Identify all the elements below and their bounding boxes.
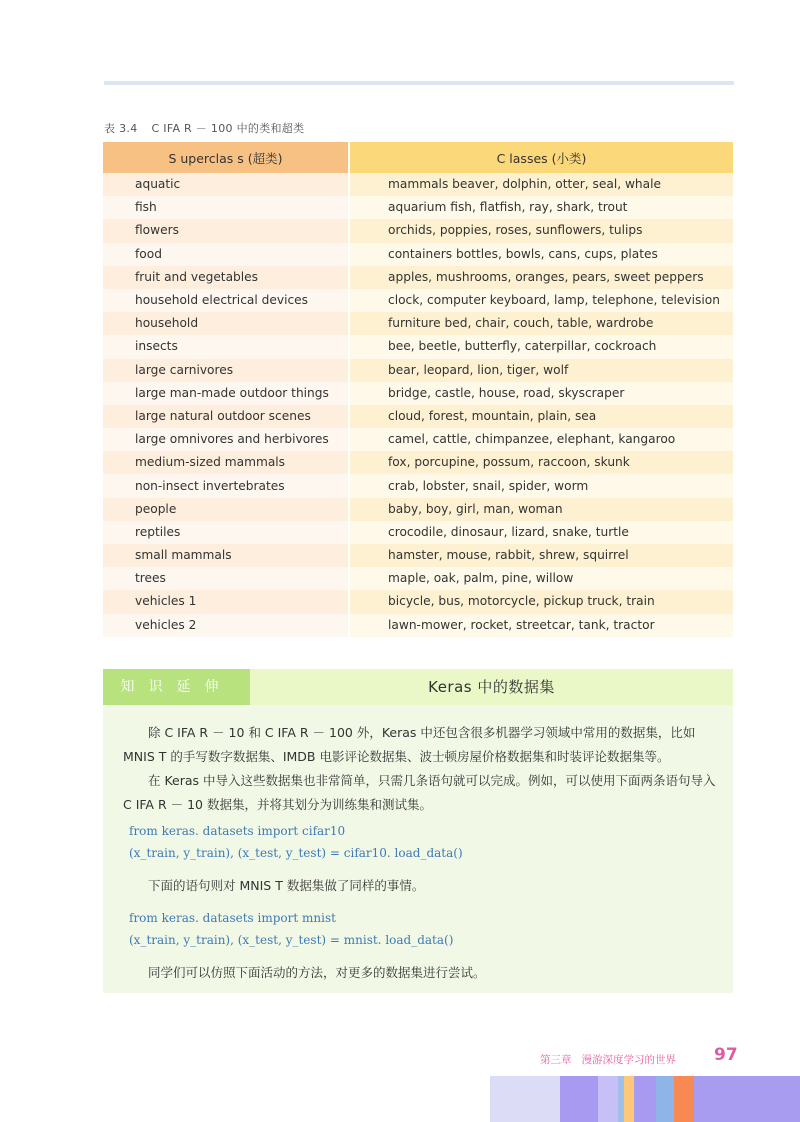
classes-cell: furniture bed, chair, couch, table, wardrobe — [349, 312, 733, 335]
superclass-cell: vehicles 2 — [103, 614, 349, 637]
classes-cell: camel, cattle, chimpanzee, elephant, kangaroo — [349, 428, 733, 451]
table-row — [103, 382, 733, 405]
table-row — [103, 590, 733, 613]
table-row — [103, 614, 733, 637]
superclass-cell: fish — [103, 196, 349, 219]
extension-header — [103, 669, 733, 705]
extension-title: Keras 中的数据集 — [428, 678, 555, 696]
table-row — [103, 312, 733, 335]
table-row — [103, 428, 733, 451]
superclass-cell: reptiles — [103, 521, 349, 544]
superclass-cell: flowers — [103, 219, 349, 242]
superclass-cell: medium-sized mammals — [103, 451, 349, 474]
table-row — [103, 567, 733, 590]
superclass-cell: trees — [103, 567, 349, 590]
classes-cell: maple, oak, palm, pine, willow — [349, 567, 733, 590]
table-caption-label: 表 3.4 — [104, 122, 138, 135]
table-body — [103, 173, 733, 637]
table-row — [103, 173, 733, 196]
table-row — [103, 289, 733, 312]
page-number: 97 — [714, 1045, 738, 1065]
classes-cell: bicycle, bus, motorcycle, pickup truck, train — [349, 590, 733, 613]
superclass-cell: aquatic — [103, 173, 349, 196]
footer-chapter — [540, 1052, 686, 1067]
classes-cell: aquarium fish, flatfish, ray, shark, trout — [349, 196, 733, 219]
classes-cell: bee, beetle, butterfly, caterpillar, cockroach — [349, 335, 733, 358]
extension-tag: 知识延伸 — [103, 669, 250, 705]
classes-cell: cloud, forest, mountain, plain, sea — [349, 405, 733, 428]
table-caption — [104, 120, 318, 136]
superclass-cell: vehicles 1 — [103, 590, 349, 613]
extension-paragraph-1: 除 C IFA R － 10 和 C IFA R － 100 外，Keras 中还包含很多机器学习领域中常用的数据集，比如 MNIS T 的手写数字数据集、IMDB 电影评论数据集、波士顿房屋价格数据集和时装评论数据集等。 — [123, 725, 696, 764]
superclass-cell: large carnivores — [103, 359, 349, 382]
color-bar — [598, 1076, 618, 1122]
color-bar — [656, 1076, 674, 1122]
table-row — [103, 219, 733, 242]
superclass-cell: large natural outdoor scenes — [103, 405, 349, 428]
classes-cell: lawn-mower, rocket, streetcar, tank, tractor — [349, 614, 733, 637]
color-bar — [560, 1076, 598, 1122]
classes-cell: orchids, poppies, roses, sunflowers, tulips — [349, 219, 733, 242]
superclass-cell: household electrical devices — [103, 289, 349, 312]
footer-chapter-number: 第三章 — [540, 1054, 572, 1066]
superclass-cell: food — [103, 243, 349, 266]
knowledge-extension-box — [103, 669, 733, 993]
superclass-cell: large omnivores and herbivores — [103, 428, 349, 451]
table-row — [103, 405, 733, 428]
table-row — [103, 498, 733, 521]
superclass-cell: non-insect invertebrates — [103, 474, 349, 497]
classes-cell: crocodile, dinosaur, lizard, snake, turtle — [349, 521, 733, 544]
decorative-color-bars — [490, 1076, 800, 1122]
code-line: from keras. datasets import mnist — [129, 911, 336, 925]
color-bar — [624, 1076, 634, 1122]
table-row — [103, 243, 733, 266]
table-row — [103, 521, 733, 544]
classes-cell: crab, lobster, snail, spider, worm — [349, 474, 733, 497]
classes-cell: fox, porcupine, possum, raccoon, skunk — [349, 451, 733, 474]
extension-paragraph-3: 下面的语句则对 MNIS T 数据集做了同样的事情。 — [123, 878, 425, 893]
footer-chapter-title: 漫游深度学习的世界 — [581, 1054, 676, 1066]
header-superclass: S uperclas s (超类) — [103, 142, 349, 173]
code-block-cifar10 — [129, 820, 463, 864]
cifar100-table — [103, 142, 733, 637]
superclass-cell: insects — [103, 335, 349, 358]
color-bar — [694, 1076, 800, 1122]
table-row — [103, 544, 733, 567]
classes-cell: containers bottles, bowls, cans, cups, plates — [349, 243, 733, 266]
top-rule — [104, 81, 734, 85]
code-block-mnist — [129, 907, 453, 951]
classes-cell: baby, boy, girl, man, woman — [349, 498, 733, 521]
code-line: from keras. datasets import cifar10 — [129, 824, 346, 838]
color-bar — [674, 1076, 694, 1122]
superclass-cell: people — [103, 498, 349, 521]
superclass-cell: small mammals — [103, 544, 349, 567]
table-row — [103, 266, 733, 289]
classes-cell: apples, mushrooms, oranges, pears, sweet peppers — [349, 266, 733, 289]
table-row — [103, 335, 733, 358]
color-bar — [634, 1076, 656, 1122]
table-caption-text: C IFA R － 100 中的类和超类 — [151, 122, 305, 135]
superclass-cell: household — [103, 312, 349, 335]
superclass-cell: large man-made outdoor things — [103, 382, 349, 405]
table-row — [103, 451, 733, 474]
classes-cell: hamster, mouse, rabbit, shrew, squirrel — [349, 544, 733, 567]
classes-cell: mammals beaver, dolphin, otter, seal, whale — [349, 173, 733, 196]
table-row — [103, 359, 733, 382]
color-bar — [490, 1076, 560, 1122]
code-line: (x_train, y_train), (x_test, y_test) = cifar10. load_data() — [129, 846, 463, 860]
extension-paragraph-4: 同学们可以仿照下面活动的方法，对更多的数据集进行尝试。 — [123, 965, 486, 980]
classes-cell: clock, computer keyboard, lamp, telephone, television — [349, 289, 733, 312]
classes-cell: bear, leopard, lion, tiger, wolf — [349, 359, 733, 382]
code-line: (x_train, y_train), (x_test, y_test) = mnist. load_data() — [129, 933, 454, 947]
extension-paragraph-2: 在 Keras 中导入这些数据集也非常简单，只需几条语句就可以完成。例如，可以使用下面两条语句导入 C IFA R － 10 数据集，并将其划分为训练集和测试集。 — [123, 773, 716, 812]
classes-cell: bridge, castle, house, road, skyscraper — [349, 382, 733, 405]
header-classes: C lasses (小类) — [349, 142, 733, 173]
table-row — [103, 196, 733, 219]
superclass-cell: fruit and vegetables — [103, 266, 349, 289]
table-row — [103, 474, 733, 497]
